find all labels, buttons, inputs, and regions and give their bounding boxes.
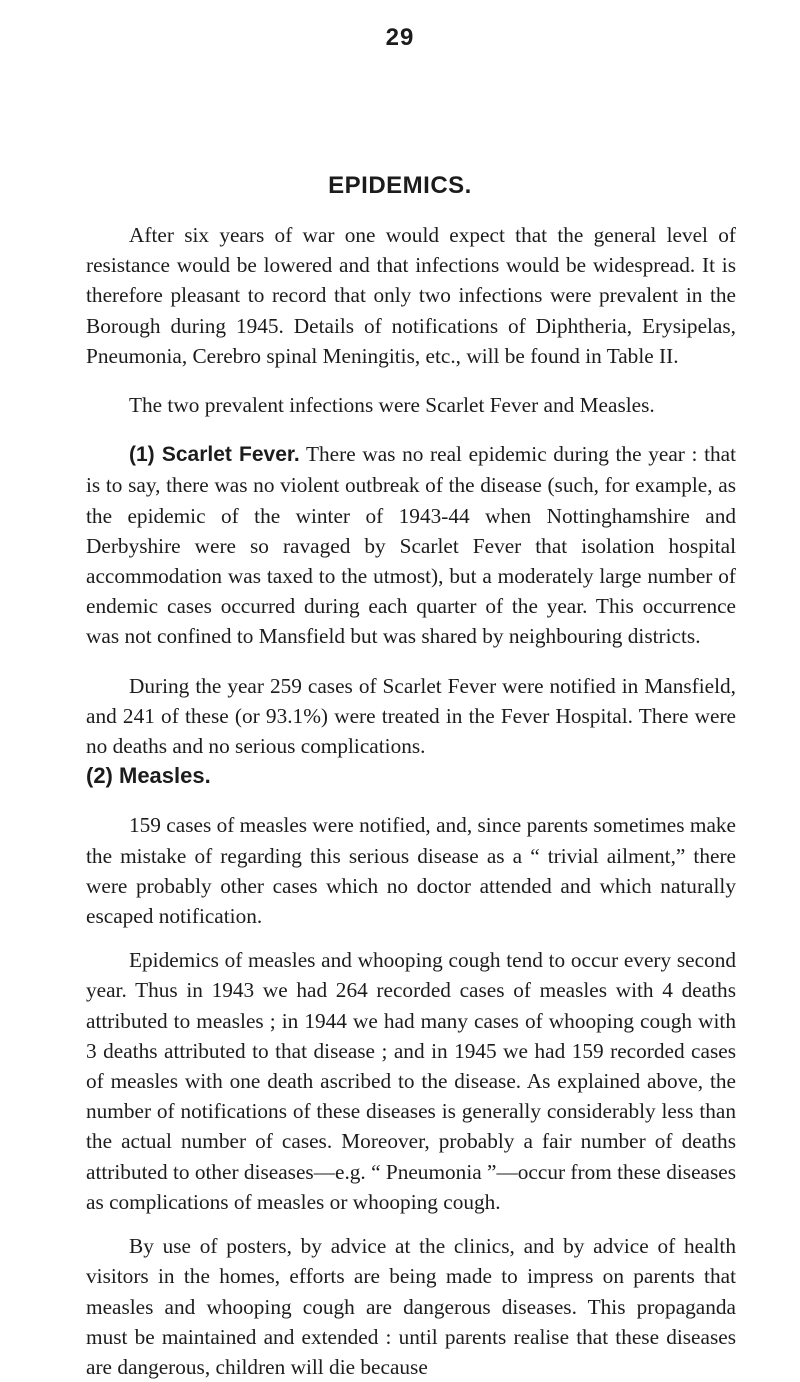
body-text: [86, 220, 736, 1382]
scarlet-fever-text: There was no real epidemic during the year : that is to say, there was no violent outbreak of the disease (such, for example, as the epidemic of the winter of 1943-44 when Nottinghamshire and Derbyshire were so ravaged by Scarlet Fever that isolation hospital accommodation was taxed to the utmost), but a moderately large number of endemic cases occurred during each quarter of the year. This occurrence was not confined to Mansfield but was shared by neighbouring districts.: [86, 442, 737, 649]
paragraph-prevalent-infections: The two prevalent infections were Scarlet Fever and Measles.: [129, 393, 655, 418]
paragraph-propaganda: By use of posters, by advice at the clinics, and by advice of health visitors in the homes, efforts are being made to impress on parents that measles and whooping cough are dangerous diseases. This propaganda must be maintained and extended : until parents realise that these diseases are dangerous, children will die because: [86, 1234, 736, 1379]
page-number: 29: [385, 24, 415, 51]
measles-heading: (2) Measles.: [86, 763, 211, 789]
paragraph-measles-cases: 159 cases of measles were notified, and, since parents sometimes make the mistake of regarding this serious disease as a “ trivial ailment,” there were probably other cases which no doctor attended and which naturally escaped notification.: [86, 813, 736, 929]
paragraph-scarlet-fever: [86, 439, 736, 651]
paragraph-epidemics-cycle: Epidemics of measles and whooping cough tend to occur every second year. Thus in 1943 we had 264 recorded cases of measles with 4 deaths attributed to measles ; in 1944 we had many cases of whooping cough with 3 deaths attributed to that disease ; and in 1945 we had 159 recorded cases of measles with one death ascribed to the disease. As explained above, the number of notifications of these diseases is generally considerably less than the actual number of cases. Moreover, probably a fair number of deaths attributed to other diseases—e.g. “ Pneumonia ”—occur from these diseases as complications of measles or whooping cough.: [86, 948, 736, 1214]
paragraph-scarlet-fever-cases: During the year 259 cases of Scarlet Fever were notified in Mansfield, and 241 of these (or 93.1%) were treated in the Fever Hospital. There were no deaths and no serious complications.: [86, 673, 736, 759]
paragraph-introduction: After six years of war one would expect that the general level of resistance would be lowered and that infections would be widespread. It is therefore pleasant to record that only two infections were prevalent in the Borough during 1945. Details of notifications of Diphtheria, Erysipelas, Pneumonia, Cerebro spinal Meningitis, etc., will be found in Table II.: [86, 223, 736, 368]
scarlet-fever-label: (1) Scarlet Fever.: [129, 443, 300, 467]
section-heading: EPIDEMICS.: [328, 172, 472, 199]
